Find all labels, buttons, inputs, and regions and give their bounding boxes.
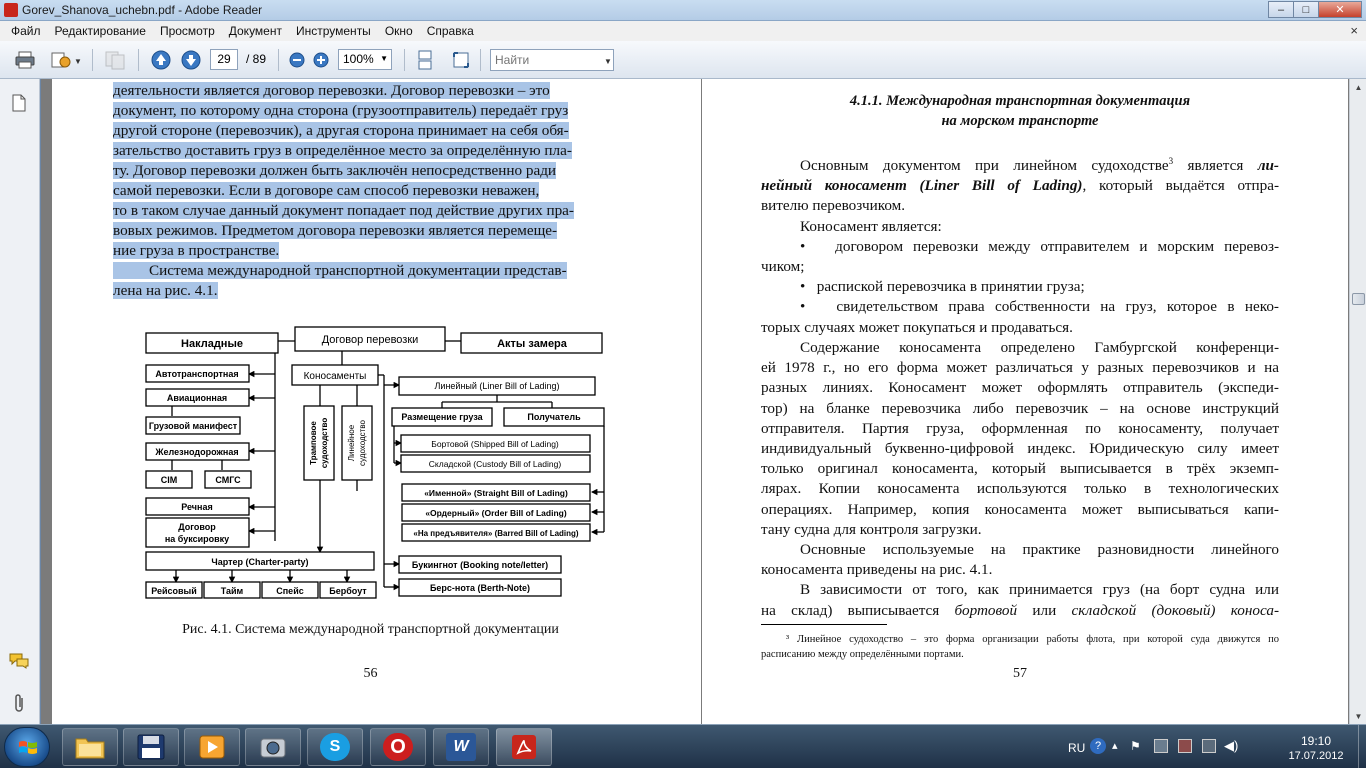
label-reysovy: Рейсовый (151, 586, 197, 596)
show-desktop-button[interactable] (1358, 725, 1366, 768)
share-dropdown-icon[interactable]: ▼ (74, 57, 82, 66)
monitor-icon[interactable] (1202, 739, 1216, 753)
text-run: или (1017, 601, 1072, 619)
close-button[interactable]: ✕ (1318, 1, 1362, 18)
skype-icon: S (320, 733, 350, 761)
search-dropdown-icon[interactable]: ▼ (604, 57, 612, 66)
label-akty: Акты замера (497, 338, 567, 350)
fit-page-icon[interactable] (450, 49, 472, 71)
menu-tools[interactable]: Инструменты (295, 24, 371, 38)
text-line: операциях. Например, копия коносамента может выписываться капи- (761, 500, 1279, 518)
print-icon[interactable] (14, 49, 36, 71)
text-line: вителю перевозчиком. (761, 197, 906, 215)
network-warning-icon[interactable] (1178, 739, 1192, 753)
label-avto: Автотранспортная (155, 369, 239, 379)
text-line: только оригинал коносамента, который выписывается в трёх экземп- (761, 460, 1279, 478)
zoom-dropdown-icon[interactable]: ▼ (380, 54, 388, 63)
text-line: лярах. Копии коносамента используются только в технологических (761, 480, 1279, 498)
bullet-item (761, 237, 1279, 257)
label-manifest: Грузовой манифест (148, 421, 238, 431)
text-line: самой перевозки. Если в договоре сам способ перевозки неважен, (113, 182, 540, 199)
label-buks-1: Договор (178, 522, 216, 532)
volume-icon[interactable]: ◀) (1224, 738, 1239, 753)
bullet-icon: • (800, 237, 836, 255)
text-line: другой стороне (перевозчик), а другая сторона принимает на себя обя- (113, 122, 569, 139)
text-run: Основным документом при линейном судоходстве (800, 157, 1169, 175)
text-line: Содержание коносамента определено Гамбургской конференци- (800, 338, 1279, 356)
camera-icon (258, 733, 288, 761)
text-line: индивидуальный буквенно-цифровой индекс. Юридическую силу имеет (761, 439, 1279, 457)
footnote-line: ³ Линейное судоходство – это форма организации работы флота, при которой суда движутся по (786, 634, 1279, 645)
label-berbout: Бербоут (329, 586, 367, 596)
label-imennoy: «Именной» (Straight Bill of Lading) (424, 488, 568, 498)
scrolling-mode-icon[interactable] (414, 49, 436, 71)
text-line: зательство доставить груз в определённое место за определённую пла- (113, 142, 572, 159)
title-bar (0, 0, 1366, 21)
label-nakladnye: Накладные (181, 338, 243, 350)
heading-line: на морском транспорте (941, 113, 1099, 129)
page-thumbnails-icon[interactable] (9, 93, 29, 113)
adobe-reader-taskbar-icon (510, 733, 538, 761)
text-line: тану судна для контроля загрузки. (761, 520, 982, 538)
label-cim: CIM (160, 475, 178, 485)
maximize-button[interactable]: □ (1293, 1, 1319, 18)
label-smgs: СМГС (215, 475, 241, 485)
paragraph-1 (761, 151, 1279, 621)
zoom-out-icon[interactable] (286, 49, 308, 71)
text-line: Система международной транспортной документации представ- (113, 262, 567, 279)
heading-line: 4.1.1. Международная транспортная документация (849, 93, 1191, 109)
taskbar (0, 724, 1366, 768)
text-line: ту. Договор перевозки должен быть заключён непосредственно ради (113, 162, 557, 179)
menu-window[interactable]: Окно (384, 24, 413, 38)
text-run: является (1173, 157, 1258, 175)
minimize-button[interactable]: ‒ (1268, 1, 1294, 18)
zoom-in-icon[interactable] (310, 49, 332, 71)
page-56 (52, 79, 701, 724)
document-view[interactable] (41, 79, 1349, 724)
bullet-item (761, 297, 1279, 317)
label-predyavitelya: «На предъявителя» (Barred Bill of Lading) (413, 529, 579, 538)
text-line: вовых режимов. Предметом договора перевозки является перемеще- (113, 222, 558, 239)
documentation-diagram (142, 326, 612, 602)
text-run: , который выдаётся отпра- (1082, 177, 1279, 195)
taskbar-explorer[interactable] (62, 728, 118, 766)
window-title: Gorev_Shanova_uchebn.pdf - Adobe Reader (22, 3, 263, 17)
footnote-ref: 3 (1168, 156, 1174, 166)
windows-logo-icon (18, 739, 38, 757)
text-run: распиской перевозчика в принятии груза; (816, 278, 1085, 296)
clock-date[interactable]: 17.07.2012 (1288, 750, 1344, 762)
opera-icon: O (383, 733, 413, 761)
adobe-reader-icon (4, 3, 18, 17)
page-number-input[interactable]: 29 (210, 49, 238, 70)
media-player-icon (197, 733, 227, 761)
text-run: на склад) выписывается (761, 601, 955, 619)
menu-document[interactable]: Документ (228, 24, 282, 38)
page-57 (702, 79, 1348, 724)
label-tramp-2: судоходство (320, 417, 329, 469)
action-center-icon[interactable]: ⚑ (1130, 739, 1141, 753)
label-poluchatel: Получатель (527, 412, 581, 422)
start-button[interactable] (4, 727, 50, 767)
text-line: тор) на бланке перевозчика либо перевозчик – на основе инструкций (761, 399, 1279, 417)
text-line: документ, по которому одна сторона (грузоотправитель) передаёт груз (113, 102, 569, 119)
taskbar-adobe-reader[interactable] (496, 728, 552, 766)
floppy-icon (136, 733, 166, 761)
menu-help[interactable]: Справка (426, 24, 474, 38)
text-line: деятельности является договор перевозки. Договор перевозки – это (113, 82, 550, 99)
footnote (761, 632, 1279, 662)
figure-caption: Рис. 4.1. Система международной транспортной документации (182, 622, 559, 637)
text-line: торых случаях может покупаться и продаваться. (761, 318, 1073, 336)
language-indicator[interactable]: RU (1068, 741, 1086, 755)
word-icon: W (446, 733, 476, 761)
zoom-select[interactable] (338, 49, 392, 70)
footnote-divider (761, 624, 887, 625)
text-line: разных линиях. Коносамент может оформлять отправитель (экспеди- (761, 379, 1279, 397)
close-document-icon[interactable]: × (1350, 23, 1358, 38)
menu-file[interactable]: Файл (11, 24, 41, 38)
bullet-icon: • (800, 278, 817, 296)
text-line: ей 1978 г., но его форма может различаться у разных перевозчиков и на (761, 359, 1279, 377)
taskbar-media[interactable] (184, 728, 240, 766)
bullet-item (761, 277, 1279, 297)
network-icon[interactable] (1154, 739, 1168, 753)
label-lin-1: Линейное (347, 424, 356, 462)
folder-icon (74, 734, 106, 760)
label-spleys: Спейс (276, 586, 304, 596)
clock-time[interactable]: 19:10 (1300, 734, 1332, 748)
text-line: ние груза в пространстве. (113, 242, 280, 259)
label-avia: Авиационная (166, 393, 228, 403)
taskbar-floppy[interactable] (123, 728, 179, 766)
label-razmeshchenie: Размещение груза (401, 412, 483, 422)
zoom-value: 100% (343, 52, 374, 66)
comments-icon[interactable] (9, 651, 29, 671)
text-line: чиком; (761, 258, 805, 276)
text-run: складской (доковый) коноса- (1071, 601, 1279, 619)
text-run: ли- (1257, 157, 1279, 175)
label-dogovor: Договор перевозки (321, 334, 419, 346)
toolbar (0, 41, 1366, 79)
attachments-icon[interactable] (9, 693, 29, 713)
text-line: Коносамент является: (800, 217, 942, 235)
next-page-icon[interactable] (180, 49, 202, 71)
text-line: Основные используемые на практике разновидности линейного (800, 540, 1279, 558)
taskbar-opera[interactable] (370, 728, 426, 766)
label-konosamenty: Коносаменты (303, 371, 367, 382)
search-input[interactable] (490, 49, 614, 71)
page-total: / 89 (246, 52, 267, 66)
vertical-scrollbar[interactable] (1349, 79, 1366, 724)
footnote-line: расписанию между определёнными портами. (761, 649, 964, 660)
label-zhd: Железнодорожная (155, 447, 239, 457)
collaborate-icon[interactable] (104, 49, 126, 71)
menu-bar (0, 21, 1366, 41)
tray-expand-icon[interactable]: ▴ (1112, 740, 1118, 752)
text-run: договором перевозки между отправителем и морским перевоз- (835, 237, 1279, 255)
label-buks-2: на буксировку (164, 534, 230, 544)
section-heading (760, 91, 1280, 131)
taskbar-skype[interactable] (307, 728, 363, 766)
bullet-icon: • (800, 298, 837, 316)
label-skladskoy: Складской (Custody Bill of Lading) (428, 459, 562, 469)
label-lin-2: судоходство (358, 420, 367, 466)
system-tray (1046, 725, 1366, 768)
scroll-down-icon[interactable]: ▼ (1354, 711, 1363, 721)
label-taym: Тайм (220, 586, 244, 596)
label-bortovoy: Бортовой (Shipped Bill of Lading) (431, 439, 559, 449)
share-icon[interactable] (50, 49, 72, 71)
label-liner: Линейный (Liner Bill of Lading) (434, 381, 560, 391)
text-run: свидетельством права собственности на груз, которое в неко- (836, 298, 1279, 316)
scroll-up-icon[interactable]: ▲ (1354, 82, 1363, 92)
navigation-pane (0, 79, 40, 724)
text-line: то в таком случае данный документ попадает под действие других пра- (113, 202, 574, 219)
menu-edit[interactable]: Редактирование (54, 24, 146, 38)
taskbar-camera[interactable] (245, 728, 301, 766)
page-number: 56 (363, 666, 378, 681)
label-bukingnot: Букингнот (Booking note/letter) (411, 560, 549, 570)
label-orderny: «Ордерный» (Order Bill of Lading) (425, 508, 567, 518)
text-line: отправителя. Партия груза, оформленная по коносаменту, получает (761, 419, 1279, 437)
help-icon[interactable]: ? (1090, 738, 1106, 754)
taskbar-word[interactable] (433, 728, 489, 766)
text-line: лена на рис. 4.1. (113, 282, 218, 299)
label-bers: Берс-нота (Berth-Note) (429, 583, 531, 593)
previous-page-icon[interactable] (150, 49, 172, 71)
menu-view[interactable]: Просмотр (159, 24, 215, 38)
text-line: В зависимости от того, как принимается груз (на борт судна или (800, 581, 1279, 599)
text-run: нейный коносамент (Liner Bill of Lading) (761, 177, 1083, 195)
label-charter: Чартер (Charter-party) (211, 557, 309, 567)
label-rechnaya: Речная (181, 502, 213, 512)
page-number: 57 (1013, 666, 1027, 681)
text-run: бортовой (954, 601, 1018, 619)
text-line: коносамента приведены на рис. 4.1. (761, 561, 993, 579)
label-tramp-1: Трамповое (309, 421, 318, 465)
scroll-thumb[interactable] (1352, 293, 1365, 305)
